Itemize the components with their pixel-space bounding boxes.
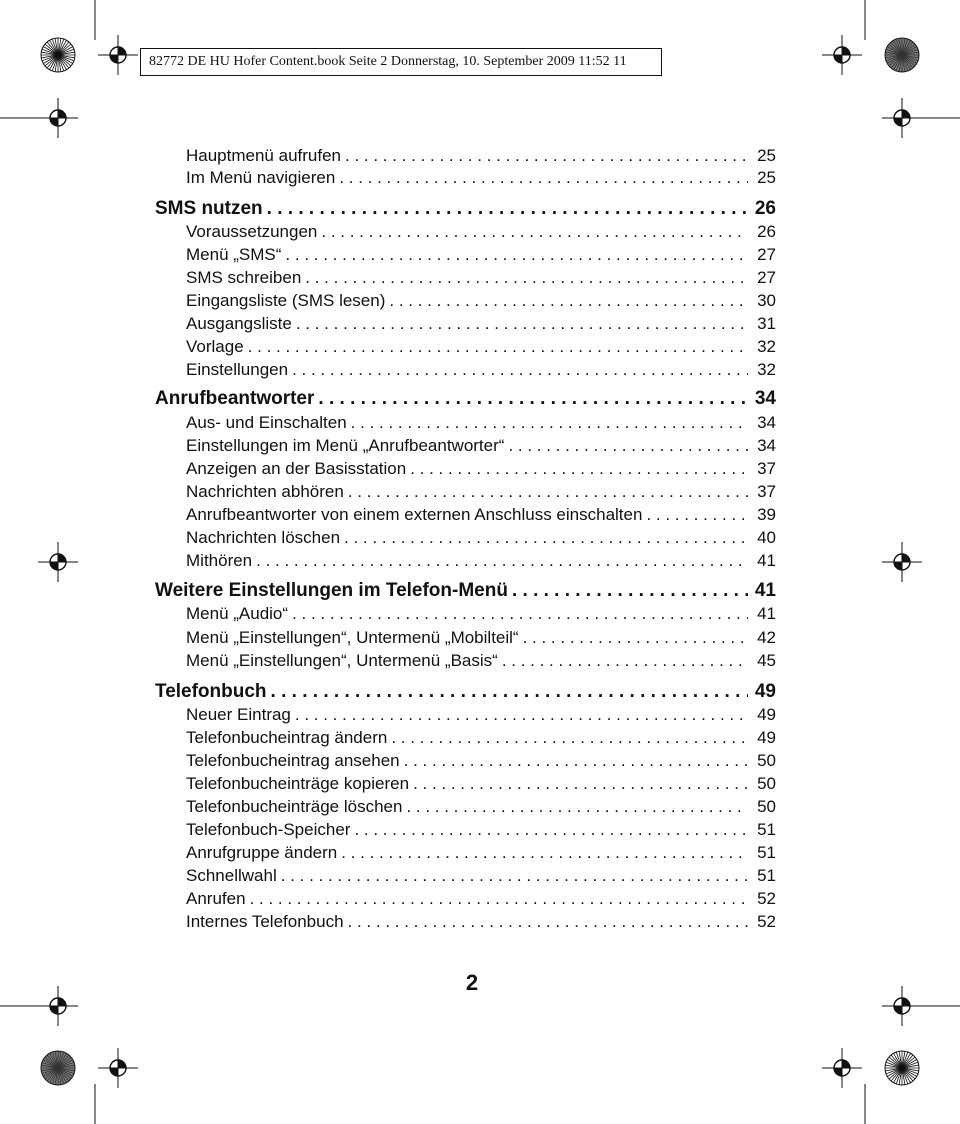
toc-section-entry bbox=[155, 578, 776, 604]
toc-entry-page: 32 bbox=[757, 337, 776, 356]
toc-section-entry bbox=[155, 196, 776, 222]
toc-entry bbox=[186, 480, 776, 503]
toc-entry bbox=[186, 335, 776, 358]
toc-entry bbox=[186, 358, 776, 381]
toc-entry bbox=[186, 411, 776, 434]
dot-leader bbox=[410, 457, 748, 480]
dot-leader bbox=[250, 887, 748, 910]
toc-entry-title: Nachrichten abhören bbox=[186, 482, 344, 501]
toc-entry-title: Anrufen bbox=[186, 889, 246, 908]
toc-entry bbox=[186, 503, 776, 526]
toc-entry-title: Menü „Audio“ bbox=[186, 604, 289, 623]
toc-entry bbox=[186, 434, 776, 457]
dot-leader bbox=[354, 818, 748, 841]
dot-leader bbox=[389, 289, 748, 312]
toc-entry-title: Telefonbucheinträge löschen bbox=[186, 797, 403, 816]
toc-entry-page: 37 bbox=[757, 482, 776, 501]
toc-entry bbox=[186, 526, 776, 549]
toc-entry-title: Anzeigen an der Basisstation bbox=[186, 459, 407, 478]
toc-entry-page: 45 bbox=[757, 651, 776, 670]
toc-entry bbox=[186, 864, 776, 887]
dot-leader bbox=[406, 795, 748, 818]
toc-entry-title: Hauptmenü aufrufen bbox=[186, 146, 341, 165]
toc-entry bbox=[186, 726, 776, 749]
dot-leader bbox=[646, 503, 748, 526]
toc-entry bbox=[186, 457, 776, 480]
toc-entry-page: 40 bbox=[757, 528, 776, 547]
toc-entry-page: 51 bbox=[757, 843, 776, 862]
dot-leader bbox=[413, 772, 748, 795]
toc-entry-title: Ausgangsliste bbox=[186, 314, 292, 333]
toc-entry-title: Internes Telefonbuch bbox=[186, 912, 344, 931]
toc-entry-title: Menü „Einstellungen“, Untermenü „Mobilteil“ bbox=[186, 628, 519, 647]
toc-entry-title: Anrufgruppe ändern bbox=[186, 843, 338, 862]
toc-entry-page: 34 bbox=[757, 413, 776, 432]
toc-entry-page: 37 bbox=[757, 459, 776, 478]
dot-leader bbox=[248, 335, 748, 358]
dot-leader bbox=[351, 411, 748, 434]
toc-entry-page: 26 bbox=[754, 198, 776, 219]
toc-entry-page: 41 bbox=[754, 580, 776, 601]
dot-leader bbox=[523, 626, 748, 649]
toc-entry bbox=[186, 166, 776, 189]
toc-entry-page: 34 bbox=[757, 436, 776, 455]
dot-leader bbox=[285, 243, 748, 266]
toc-entry bbox=[186, 910, 776, 933]
dot-leader bbox=[344, 526, 748, 549]
toc-entry-title: Anrufbeantworter von einem externen Anschluss einschalten bbox=[186, 505, 643, 524]
toc-entry-page: 30 bbox=[757, 291, 776, 310]
toc-entry-title: Anrufbeantworter bbox=[155, 388, 315, 409]
toc-entry-title: Eingangsliste (SMS lesen) bbox=[186, 291, 386, 310]
toc-entry bbox=[186, 749, 776, 772]
dot-leader bbox=[348, 910, 748, 933]
dot-leader bbox=[502, 649, 748, 672]
dot-leader bbox=[339, 166, 748, 189]
dot-leader bbox=[296, 312, 748, 335]
toc-entry-page: 42 bbox=[757, 628, 776, 647]
toc-entry-title: Aus- und Einschalten bbox=[186, 413, 347, 432]
toc-entry bbox=[186, 266, 776, 289]
dot-leader bbox=[341, 841, 748, 864]
toc-entry-title: Mithören bbox=[186, 551, 253, 570]
dot-leader bbox=[321, 220, 748, 243]
dot-leader bbox=[267, 196, 748, 222]
toc-entry-title: SMS nutzen bbox=[155, 198, 263, 219]
dot-leader bbox=[345, 144, 748, 167]
toc-entry-page: 50 bbox=[757, 797, 776, 816]
toc-entry-page: 50 bbox=[757, 751, 776, 770]
dot-leader bbox=[318, 386, 748, 412]
dot-leader bbox=[256, 549, 748, 572]
toc-entry-page: 51 bbox=[757, 866, 776, 885]
toc-entry-title: Weitere Einstellungen im Telefon-Menü bbox=[155, 580, 508, 601]
toc-section-entry bbox=[155, 386, 776, 412]
toc-entry bbox=[186, 703, 776, 726]
toc-entry bbox=[186, 243, 776, 266]
dot-leader bbox=[271, 679, 748, 705]
toc-entry-page: 31 bbox=[757, 314, 776, 333]
toc-entry bbox=[186, 795, 776, 818]
toc-entry-title: Einstellungen bbox=[186, 360, 289, 379]
toc-entry-page: 49 bbox=[757, 705, 776, 724]
toc-entry bbox=[186, 549, 776, 572]
dot-leader bbox=[305, 266, 748, 289]
toc-entry-title: Menü „SMS“ bbox=[186, 245, 282, 264]
toc-entry-title: Telefonbucheintrag ansehen bbox=[186, 751, 400, 770]
toc-entry-page: 52 bbox=[757, 889, 776, 908]
toc-entry-title: Telefonbuch-Speicher bbox=[186, 820, 351, 839]
toc-entry-page: 49 bbox=[754, 681, 776, 702]
toc-entry-page: 32 bbox=[757, 360, 776, 379]
toc-entry-page: 25 bbox=[757, 168, 776, 187]
dot-leader bbox=[508, 434, 748, 457]
toc-entry-title: Einstellungen im Menü „Anrufbeantworter“ bbox=[186, 436, 505, 455]
toc-entry bbox=[186, 818, 776, 841]
toc-entry-page: 49 bbox=[757, 728, 776, 747]
dot-leader bbox=[292, 602, 748, 625]
toc-entry-page: 39 bbox=[757, 505, 776, 524]
toc-entry-page: 27 bbox=[757, 268, 776, 287]
toc-entry-title: Telefonbucheintrag ändern bbox=[186, 728, 388, 747]
toc-entry-title: Schnellwahl bbox=[186, 866, 277, 885]
toc-entry-title: SMS schreiben bbox=[186, 268, 302, 287]
toc-section-entry bbox=[155, 679, 776, 705]
toc-entry-title: Telefonbucheinträge kopieren bbox=[186, 774, 410, 793]
toc-entry bbox=[186, 312, 776, 335]
toc-entry-page: 41 bbox=[757, 604, 776, 623]
dot-leader bbox=[281, 864, 748, 887]
dot-leader bbox=[292, 358, 748, 381]
toc-entry-title: Telefonbuch bbox=[155, 681, 267, 702]
toc-entry-title: Im Menü navigieren bbox=[186, 168, 336, 187]
toc-entry-title: Nachrichten löschen bbox=[186, 528, 341, 547]
toc-entry bbox=[186, 649, 776, 672]
toc-entry-page: 51 bbox=[757, 820, 776, 839]
toc-entry-page: 25 bbox=[757, 146, 776, 165]
toc-entry-page: 34 bbox=[754, 388, 776, 409]
dot-leader bbox=[512, 578, 748, 604]
toc-entry-page: 52 bbox=[757, 912, 776, 931]
toc-entry bbox=[186, 144, 776, 167]
page-number: 2 bbox=[465, 970, 479, 995]
toc-entry bbox=[186, 626, 776, 649]
dot-leader bbox=[391, 726, 748, 749]
dot-leader bbox=[348, 480, 748, 503]
toc-entry-title: Vorlage bbox=[186, 337, 244, 356]
toc-entry-page: 27 bbox=[757, 245, 776, 264]
dot-leader bbox=[404, 749, 748, 772]
toc-entry bbox=[186, 602, 776, 625]
toc-entry bbox=[186, 887, 776, 910]
toc-entry bbox=[186, 289, 776, 312]
print-slug-text: 82772 DE HU Hofer Content.book Seite 2 Donnerstag, 10. September 2009 11:52 11 bbox=[149, 54, 627, 69]
toc-entry-title: Neuer Eintrag bbox=[186, 705, 291, 724]
toc-entry-page: 41 bbox=[757, 551, 776, 570]
toc-entry bbox=[186, 841, 776, 864]
dot-leader bbox=[295, 703, 748, 726]
toc-entry-page: 26 bbox=[757, 222, 776, 241]
toc-entry bbox=[186, 220, 776, 243]
toc-entry bbox=[186, 772, 776, 795]
toc-entry-title: Menü „Einstellungen“, Untermenü „Basis“ bbox=[186, 651, 498, 670]
toc-entry-page: 50 bbox=[757, 774, 776, 793]
toc-entry-title: Voraussetzungen bbox=[186, 222, 318, 241]
